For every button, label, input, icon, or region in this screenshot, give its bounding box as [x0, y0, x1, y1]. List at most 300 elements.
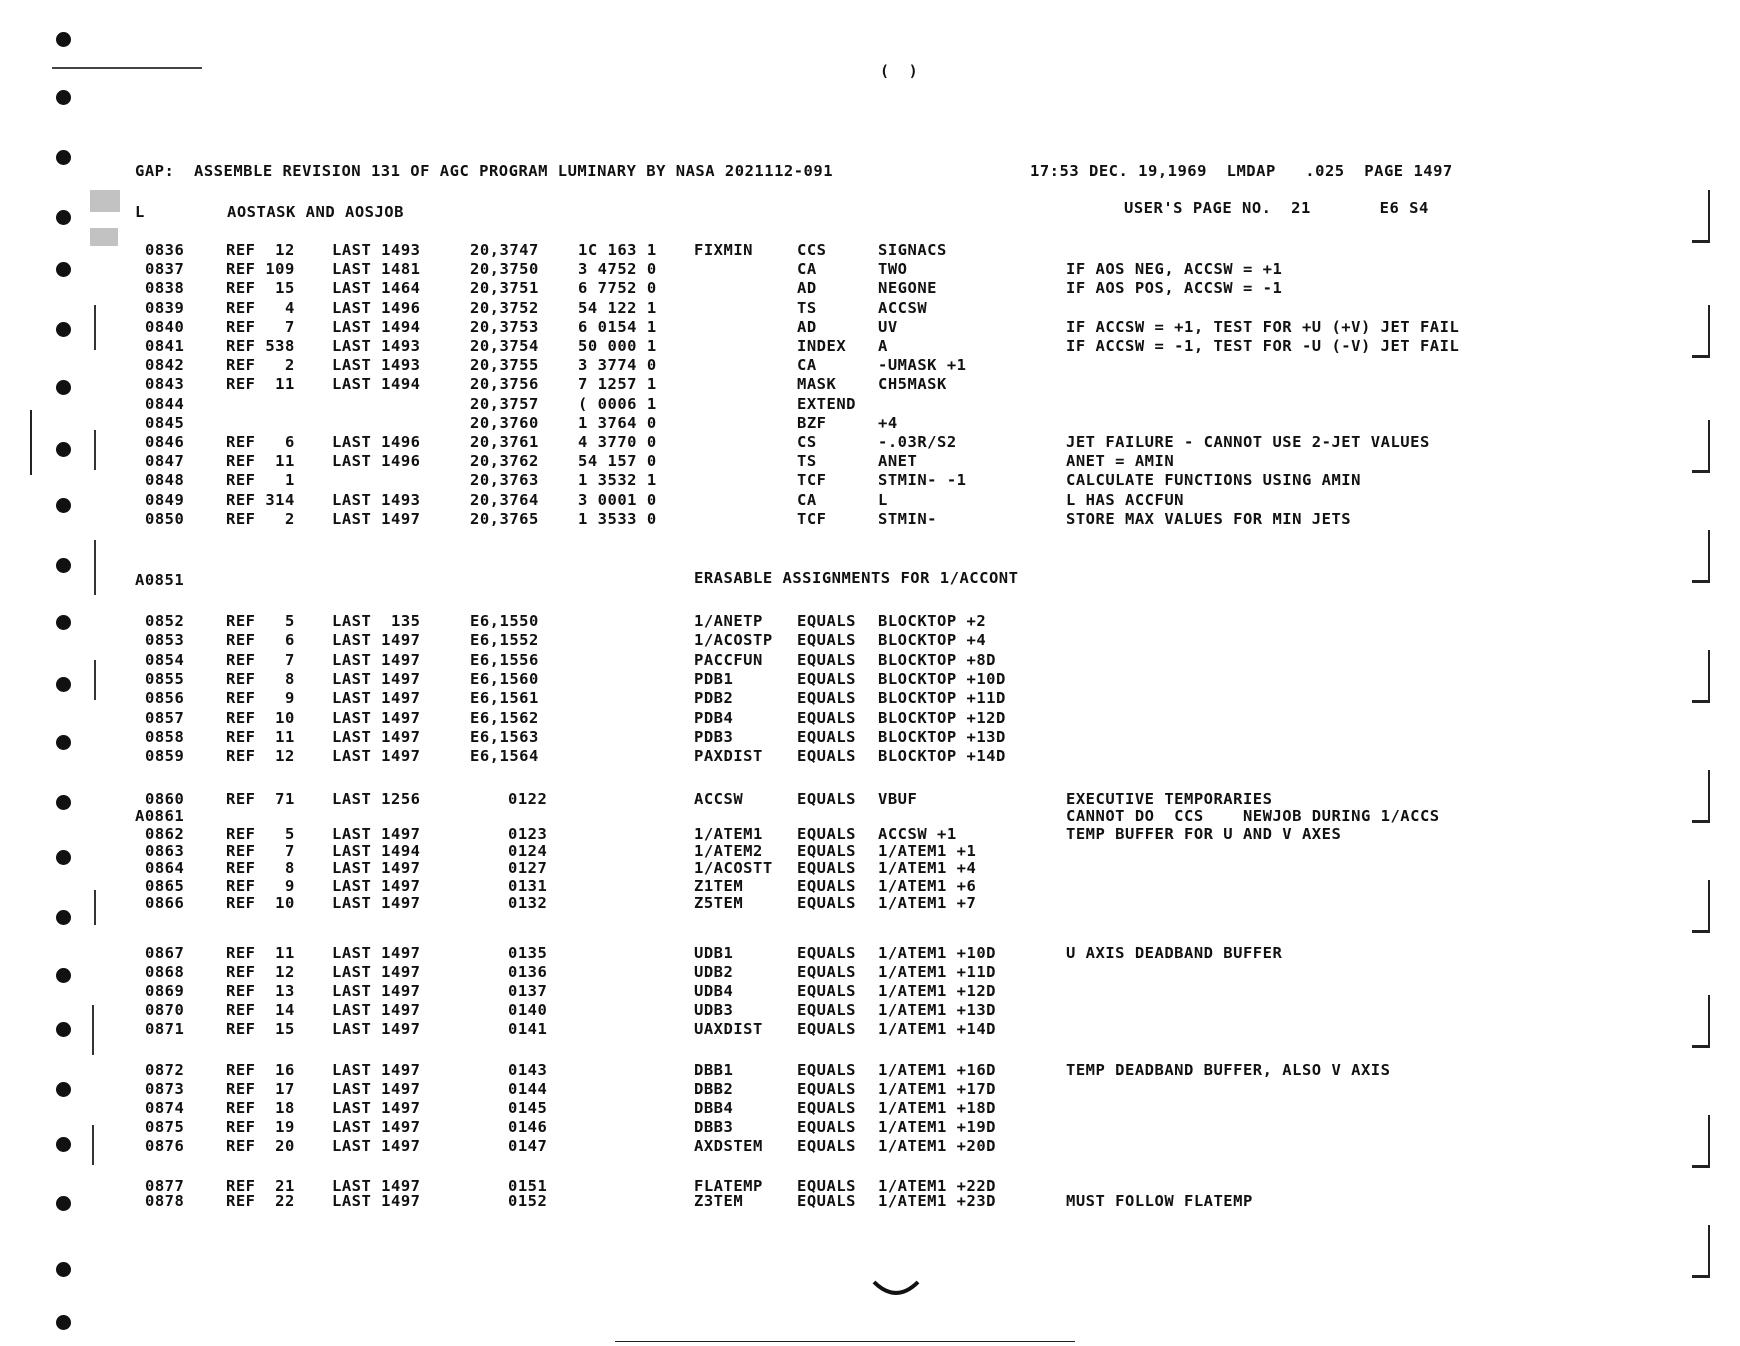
listing-ref: REF 17: [226, 1080, 295, 1098]
listing-last: LAST 1256: [332, 790, 421, 808]
listing-ref: REF 538: [226, 337, 295, 355]
listing-row: [0, 356, 1740, 374]
listing-line: 0841: [145, 337, 185, 355]
listing-line: 0853: [145, 631, 185, 650]
listing-last: LAST 1497: [332, 708, 421, 727]
erasable-heading: ERASABLE ASSIGNMENTS FOR 1/ACCONT: [694, 569, 1019, 587]
listing-last: LAST 1481: [332, 260, 421, 279]
listing-comment: IF AOS POS, ACCSW = -1: [1066, 279, 1283, 298]
listing-addr: 20,3765: [470, 509, 539, 528]
listing-operand: BLOCKTOP +12D: [878, 708, 1006, 727]
listing-op: EQUALS: [797, 963, 856, 981]
punch-hole: [56, 910, 71, 925]
listing-ref: REF 8: [226, 859, 295, 878]
listing-ref: REF 71: [226, 790, 295, 808]
listing-label: Z3TEM: [694, 1192, 744, 1210]
listing-last: LAST 1497: [332, 1177, 421, 1195]
listing-addr: 20,3751: [470, 279, 539, 298]
listing-addr: 20,3761: [470, 433, 539, 451]
listing-addr: E6,1556: [470, 650, 539, 669]
listing-op: EQUALS: [797, 650, 856, 669]
listing-addr: 0140: [508, 1001, 548, 1019]
listing-line: 0838: [145, 279, 185, 298]
listing-last: LAST 1496: [332, 298, 421, 317]
listing-last: LAST 1497: [332, 669, 421, 688]
listing-addr: 20,3747: [470, 241, 539, 259]
listing-addr: 20,3754: [470, 337, 539, 355]
listing-label: UDB4: [694, 982, 734, 1000]
listing-word: 1 3533 0: [578, 509, 657, 528]
listing-ref: REF 12: [226, 963, 295, 981]
section-title: AOSTASK AND AOSJOB: [227, 203, 404, 221]
listing-last: LAST 1494: [332, 375, 421, 394]
listing-word: 54 157 0: [578, 452, 657, 471]
listing-label: UDB2: [694, 963, 734, 981]
listing-op: EQUALS: [797, 1099, 856, 1117]
listing-op: EQUALS: [797, 859, 856, 878]
listing-comment: JET FAILURE - CANNOT USE 2-JET VALUES: [1066, 433, 1430, 451]
listing-op: EQUALS: [797, 982, 856, 1000]
listing-row: [0, 241, 1740, 259]
listing-label: UDB1: [694, 944, 734, 962]
listing-ref: REF 11: [226, 452, 295, 471]
listing-row: [0, 631, 1740, 649]
listing-operand: TWO: [878, 260, 908, 279]
listing-word: 7 1257 1: [578, 375, 657, 394]
listing-last: LAST 1464: [332, 279, 421, 298]
right-edge-mark: [1692, 530, 1710, 583]
listing-comment: STORE MAX VALUES FOR MIN JETS: [1066, 509, 1352, 528]
listing-addr: 20,3762: [470, 452, 539, 471]
listing-label: 1/ATEM1: [694, 824, 763, 843]
erasable-line-number: A0851: [135, 571, 185, 589]
listing-op: CA: [797, 260, 817, 279]
listing-line: 0840: [145, 317, 185, 336]
listing-addr: 0123: [508, 824, 548, 843]
listing-word: 1 3764 0: [578, 413, 657, 432]
listing-row: [0, 894, 1740, 912]
listing-operand: BLOCKTOP +11D: [878, 689, 1006, 708]
listing-label: DBB1: [694, 1061, 734, 1079]
listing-addr: 0122: [508, 790, 548, 808]
listing-last: LAST 1497: [332, 631, 421, 650]
listing-operand: -.03R/S2: [878, 433, 957, 451]
listing-op: EQUALS: [797, 1192, 856, 1210]
listing-ref: REF 9: [226, 689, 295, 708]
punch-hole: [56, 150, 71, 165]
listing-word: 1C 163 1: [578, 241, 657, 259]
listing-comment: ANET = AMIN: [1066, 452, 1175, 471]
listing-op: CCS: [797, 241, 827, 259]
listing-line: A0861: [135, 807, 185, 826]
listing-line: 0876: [145, 1137, 185, 1155]
listing-word: 3 3774 0: [578, 356, 657, 375]
punch-hole: [56, 90, 71, 105]
listing-ref: REF 11: [226, 944, 295, 962]
listing-ref: REF 2: [226, 356, 295, 375]
listing-addr: E6,1562: [470, 708, 539, 727]
listing-last: LAST 1497: [332, 893, 421, 912]
listing-addr: 20,3763: [470, 471, 539, 490]
listing-op: EQUALS: [797, 1177, 856, 1195]
listing-op: EQUALS: [797, 841, 856, 860]
listing-line: 0837: [145, 260, 185, 279]
listing-ref: REF 6: [226, 433, 295, 451]
listing-row: [0, 1080, 1740, 1098]
listing-row: [0, 1061, 1740, 1079]
listing-ref: REF 7: [226, 841, 295, 860]
listing-row: [0, 337, 1740, 355]
listing-addr: 0136: [508, 963, 548, 981]
listing-op: EQUALS: [797, 1001, 856, 1019]
listing-last: LAST 1497: [332, 944, 421, 962]
listing-addr: 0141: [508, 1020, 548, 1038]
listing-op: EQUALS: [797, 1118, 856, 1136]
listing-op: EQUALS: [797, 1137, 856, 1155]
listing-line: 0858: [145, 727, 185, 746]
listing-last: LAST 1493: [332, 337, 421, 355]
listing-ref: REF 7: [226, 317, 295, 336]
listing-operand: ANET: [878, 452, 918, 471]
listing-row: [0, 877, 1740, 895]
listing-op: EQUALS: [797, 790, 856, 808]
listing-operand: NEGONE: [878, 279, 937, 298]
listing-ref: REF 5: [226, 824, 295, 843]
listing-operand: STMIN-: [878, 509, 937, 528]
listing-row: [0, 1020, 1740, 1038]
listing-line: 0857: [145, 708, 185, 727]
listing-op: EQUALS: [797, 876, 856, 895]
listing-row: [0, 279, 1740, 297]
listing-addr: 0137: [508, 982, 548, 1000]
listing-label: Z5TEM: [694, 893, 744, 912]
listing-addr: E6,1561: [470, 689, 539, 708]
listing-addr: 20,3760: [470, 413, 539, 432]
listing-last: LAST 1497: [332, 689, 421, 708]
listing-row: [0, 612, 1740, 630]
listing-label: FLATEMP: [694, 1177, 763, 1195]
listing-addr: 0132: [508, 893, 548, 912]
listing-last: LAST 1497: [332, 876, 421, 895]
listing-word: 3 0001 0: [578, 490, 657, 509]
listing-op: EQUALS: [797, 1061, 856, 1079]
listing-line: 0873: [145, 1080, 185, 1098]
bottom-rule: [615, 1341, 1075, 1342]
listing-ref: REF 11: [226, 727, 295, 746]
listing-label: 1/ACOSTP: [694, 631, 773, 650]
listing-addr: E6,1564: [470, 747, 539, 766]
listing-operand: +4: [878, 413, 898, 432]
listing-last: LAST 1497: [332, 1137, 421, 1155]
listing-operand: 1/ATEM1 +7: [878, 893, 977, 912]
listing-row: [0, 471, 1740, 489]
listing-line: 0850: [145, 509, 185, 528]
listing-word: 6 0154 1: [578, 317, 657, 336]
listing-label: DBB2: [694, 1080, 734, 1098]
listing-last: LAST 1496: [332, 452, 421, 471]
listing-addr: 20,3755: [470, 356, 539, 375]
listing-row: [0, 982, 1740, 1000]
listing-op: TCF: [797, 471, 827, 490]
listing-label: 1/ACOSTT: [694, 859, 773, 878]
listing-row: [0, 825, 1740, 843]
listing-line: 0872: [145, 1061, 185, 1079]
listing-line: 0870: [145, 1001, 185, 1019]
listing-addr: 20,3750: [470, 260, 539, 279]
listing-ref: REF 4: [226, 298, 295, 317]
listing-op: EQUALS: [797, 1080, 856, 1098]
listing-operand: BLOCKTOP +4: [878, 631, 987, 650]
right-edge-mark: [1692, 1225, 1710, 1278]
listing-addr: 0145: [508, 1099, 548, 1117]
punch-hole: [56, 210, 71, 225]
listing-last: LAST 1496: [332, 433, 421, 451]
listing-addr: E6,1563: [470, 727, 539, 746]
listing-line: 0843: [145, 375, 185, 394]
listing-line: 0855: [145, 669, 185, 688]
listing-row: [0, 747, 1740, 765]
listing-addr: 20,3756: [470, 375, 539, 394]
listing-last: LAST 1494: [332, 317, 421, 336]
listing-label: PDB1: [694, 669, 734, 688]
listing-ref: REF 11: [226, 375, 295, 394]
listing-operand: BLOCKTOP +8D: [878, 650, 996, 669]
listing-addr: 0152: [508, 1192, 548, 1210]
listing-op: EQUALS: [797, 631, 856, 650]
listing-op: AD: [797, 279, 817, 298]
listing-operand: 1/ATEM1 +10D: [878, 944, 996, 962]
listing-operand: VBUF: [878, 790, 918, 808]
listing-last: LAST 1497: [332, 1080, 421, 1098]
listing-line: 0839: [145, 298, 185, 317]
listing-row: [0, 491, 1740, 509]
listing-line: 0848: [145, 471, 185, 490]
listing-comment: U AXIS DEADBAND BUFFER: [1066, 944, 1283, 962]
listing-ref: REF 10: [226, 893, 295, 912]
scan-smudge: [90, 190, 120, 212]
listing-row: [0, 375, 1740, 393]
listing-ref: REF 5: [226, 612, 295, 630]
listing-line: 0849: [145, 490, 185, 509]
punch-hole: [56, 32, 71, 47]
listing-line: 0852: [145, 612, 185, 630]
header-assembly-title: GAP: ASSEMBLE REVISION 131 OF AGC PROGRAM LUMINARY BY NASA 2021112-091: [135, 162, 834, 180]
listing-operand: 1/ATEM1 +23D: [878, 1192, 996, 1210]
listing-row: [0, 414, 1740, 432]
header-rule: [52, 67, 202, 69]
listing-line: 0844: [145, 394, 185, 413]
listing-line: 0854: [145, 650, 185, 669]
listing-last: LAST 1497: [332, 1020, 421, 1038]
listing-addr: 0124: [508, 841, 548, 860]
listing-addr: 0135: [508, 944, 548, 962]
listing-label: PDB2: [694, 689, 734, 708]
listing-operand: 1/ATEM1 +12D: [878, 982, 996, 1000]
listing-ref: REF 15: [226, 279, 295, 298]
listing-row: [0, 842, 1740, 860]
listing-op: AD: [797, 317, 817, 336]
listing-label: 1/ANETP: [694, 612, 763, 630]
listing-addr: 0127: [508, 859, 548, 878]
listing-row: [0, 318, 1740, 336]
listing-line: 0862: [145, 824, 185, 843]
listing-label: ACCSW: [694, 790, 744, 808]
listing-ref: REF 109: [226, 260, 295, 279]
listing-operand: 1/ATEM1 +14D: [878, 1020, 996, 1038]
listing-line: 0871: [145, 1020, 185, 1038]
punch-hole: [56, 558, 71, 573]
listing-row: [0, 299, 1740, 317]
listing-line: 0847: [145, 452, 185, 471]
listing-comment: TEMP DEADBAND BUFFER, ALSO V AXIS: [1066, 1061, 1391, 1079]
listing-row: [0, 395, 1740, 413]
listing-comment: IF AOS NEG, ACCSW = +1: [1066, 260, 1283, 279]
listing-last: LAST 135: [332, 612, 421, 630]
listing-comment: EXECUTIVE TEMPORARIES: [1066, 790, 1273, 808]
listing-row: [0, 1099, 1740, 1117]
listing-addr: 0147: [508, 1137, 548, 1155]
listing-label: PDB4: [694, 708, 734, 727]
listing-last: LAST 1497: [332, 1118, 421, 1136]
listing-op: CA: [797, 356, 817, 375]
listing-row: [0, 709, 1740, 727]
listing-operand: BLOCKTOP +2: [878, 612, 987, 630]
listing-operand: 1/ATEM1 +18D: [878, 1099, 996, 1117]
listing-op: EQUALS: [797, 689, 856, 708]
listing-row: [0, 670, 1740, 688]
listing-operand: BLOCKTOP +14D: [878, 747, 1006, 766]
listing-last: LAST 1493: [332, 356, 421, 375]
listing-operand: CH5MASK: [878, 375, 947, 394]
listing-word: 3 4752 0: [578, 260, 657, 279]
header-date-page: 17:53 DEC. 19,1969 LMDAP .025 PAGE 1497: [1030, 162, 1453, 180]
listing-ref: REF 19: [226, 1118, 295, 1136]
listing-operand: 1/ATEM1 +22D: [878, 1177, 996, 1195]
listing-operand: ACCSW +1: [878, 824, 957, 843]
listing-comment: CANNOT DO CCS NEWJOB DURING 1/ACCS: [1066, 807, 1440, 826]
listing-row: [0, 944, 1740, 962]
listing-word: ( 0006 1: [578, 394, 657, 413]
listing-row: [0, 859, 1740, 877]
listing-op: EQUALS: [797, 893, 856, 912]
listing-op: TCF: [797, 509, 827, 528]
punch-hole: [56, 1262, 71, 1277]
listing-op: EQUALS: [797, 612, 856, 630]
listing-row: [0, 1001, 1740, 1019]
listing-addr: 0144: [508, 1080, 548, 1098]
listing-label: 1/ATEM2: [694, 841, 763, 860]
listing-row: [0, 790, 1740, 808]
scan-bracket: [94, 540, 96, 595]
listing-last: LAST 1497: [332, 1001, 421, 1019]
listing-last: LAST 1497: [332, 1192, 421, 1210]
users-page-number: USER'S PAGE NO. 21 E6 S4: [1124, 199, 1429, 217]
listing-ref: REF 314: [226, 490, 295, 509]
listing-operand: A: [878, 337, 888, 355]
listing-op: EQUALS: [797, 669, 856, 688]
listing-row: [0, 452, 1740, 470]
listing-addr: 20,3757: [470, 394, 539, 413]
listing-op: EQUALS: [797, 727, 856, 746]
listing-operand: L: [878, 490, 888, 509]
listing-operand: UV: [878, 317, 898, 336]
listing-label: PAXDIST: [694, 747, 763, 766]
listing-ref: REF 12: [226, 747, 295, 766]
listing-label: UDB3: [694, 1001, 734, 1019]
page-curl-mark: [872, 1278, 920, 1300]
listing-comment: IF ACCSW = -1, TEST FOR -U (-V) JET FAIL: [1066, 337, 1460, 355]
listing-line: 0836: [145, 241, 185, 259]
listing-ref: REF 13: [226, 982, 295, 1000]
listing-last: LAST 1493: [332, 241, 421, 259]
listing-row: [0, 1118, 1740, 1136]
listing-row: [0, 1192, 1740, 1210]
listing-line: 0867: [145, 944, 185, 962]
listing-last: LAST 1497: [332, 859, 421, 878]
listing-comment: MUST FOLLOW FLATEMP: [1066, 1192, 1253, 1210]
listing-word: 54 122 1: [578, 298, 657, 317]
listing-op: EQUALS: [797, 1020, 856, 1038]
listing-row: [0, 728, 1740, 746]
listing-op: EQUALS: [797, 824, 856, 843]
listing-row: [0, 963, 1740, 981]
listing-last: LAST 1497: [332, 1099, 421, 1117]
listing-op: INDEX: [797, 337, 847, 355]
listing-operand: 1/ATEM1 +16D: [878, 1061, 996, 1079]
listing-addr: 0131: [508, 876, 548, 895]
listing-row: [0, 510, 1740, 528]
listing-ref: REF 1: [226, 471, 295, 490]
listing-op: BZF: [797, 413, 827, 432]
listing-addr: 20,3752: [470, 298, 539, 317]
listing-last: LAST 1497: [332, 1061, 421, 1079]
listing-row: [0, 651, 1740, 669]
listing-line: 0869: [145, 982, 185, 1000]
listing-word: 4 3770 0: [578, 433, 657, 451]
listing-addr: E6,1560: [470, 669, 539, 688]
listing-operand: 1/ATEM1 +11D: [878, 963, 996, 981]
listing-line: 0845: [145, 413, 185, 432]
listing-word: 1 3532 1: [578, 471, 657, 490]
listing-operand: 1/ATEM1 +6: [878, 876, 977, 895]
listing-ref: REF 18: [226, 1099, 295, 1117]
listing-addr: 0151: [508, 1177, 548, 1195]
listing-ref: REF 9: [226, 876, 295, 895]
listing-word: 50 000 1: [578, 337, 657, 355]
listing-ref: REF 6: [226, 631, 295, 650]
listing-comment: TEMP BUFFER FOR U AND V AXES: [1066, 824, 1342, 843]
listing-line: 0874: [145, 1099, 185, 1117]
listing-last: LAST 1494: [332, 841, 421, 860]
listing-line: 0860: [145, 790, 185, 808]
listing-operand: 1/ATEM1 +1: [878, 841, 977, 860]
listing-addr: 0146: [508, 1118, 548, 1136]
listing-ref: REF 2: [226, 509, 295, 528]
listing-comment: CALCULATE FUNCTIONS USING AMIN: [1066, 471, 1361, 490]
listing-line: 0865: [145, 876, 185, 895]
listing-row: [0, 689, 1740, 707]
listing-ref: REF 20: [226, 1137, 295, 1155]
listing-addr: E6,1550: [470, 612, 539, 630]
listing-ref: REF 21: [226, 1177, 295, 1195]
listing-last: LAST 1493: [332, 490, 421, 509]
listing-line: 0866: [145, 893, 185, 912]
listing-ref: REF 15: [226, 1020, 295, 1038]
listing-last: LAST 1497: [332, 747, 421, 766]
listing-label: FIXMIN: [694, 241, 753, 259]
listing-ref: REF 16: [226, 1061, 295, 1079]
listing-operand: STMIN- -1: [878, 471, 967, 490]
